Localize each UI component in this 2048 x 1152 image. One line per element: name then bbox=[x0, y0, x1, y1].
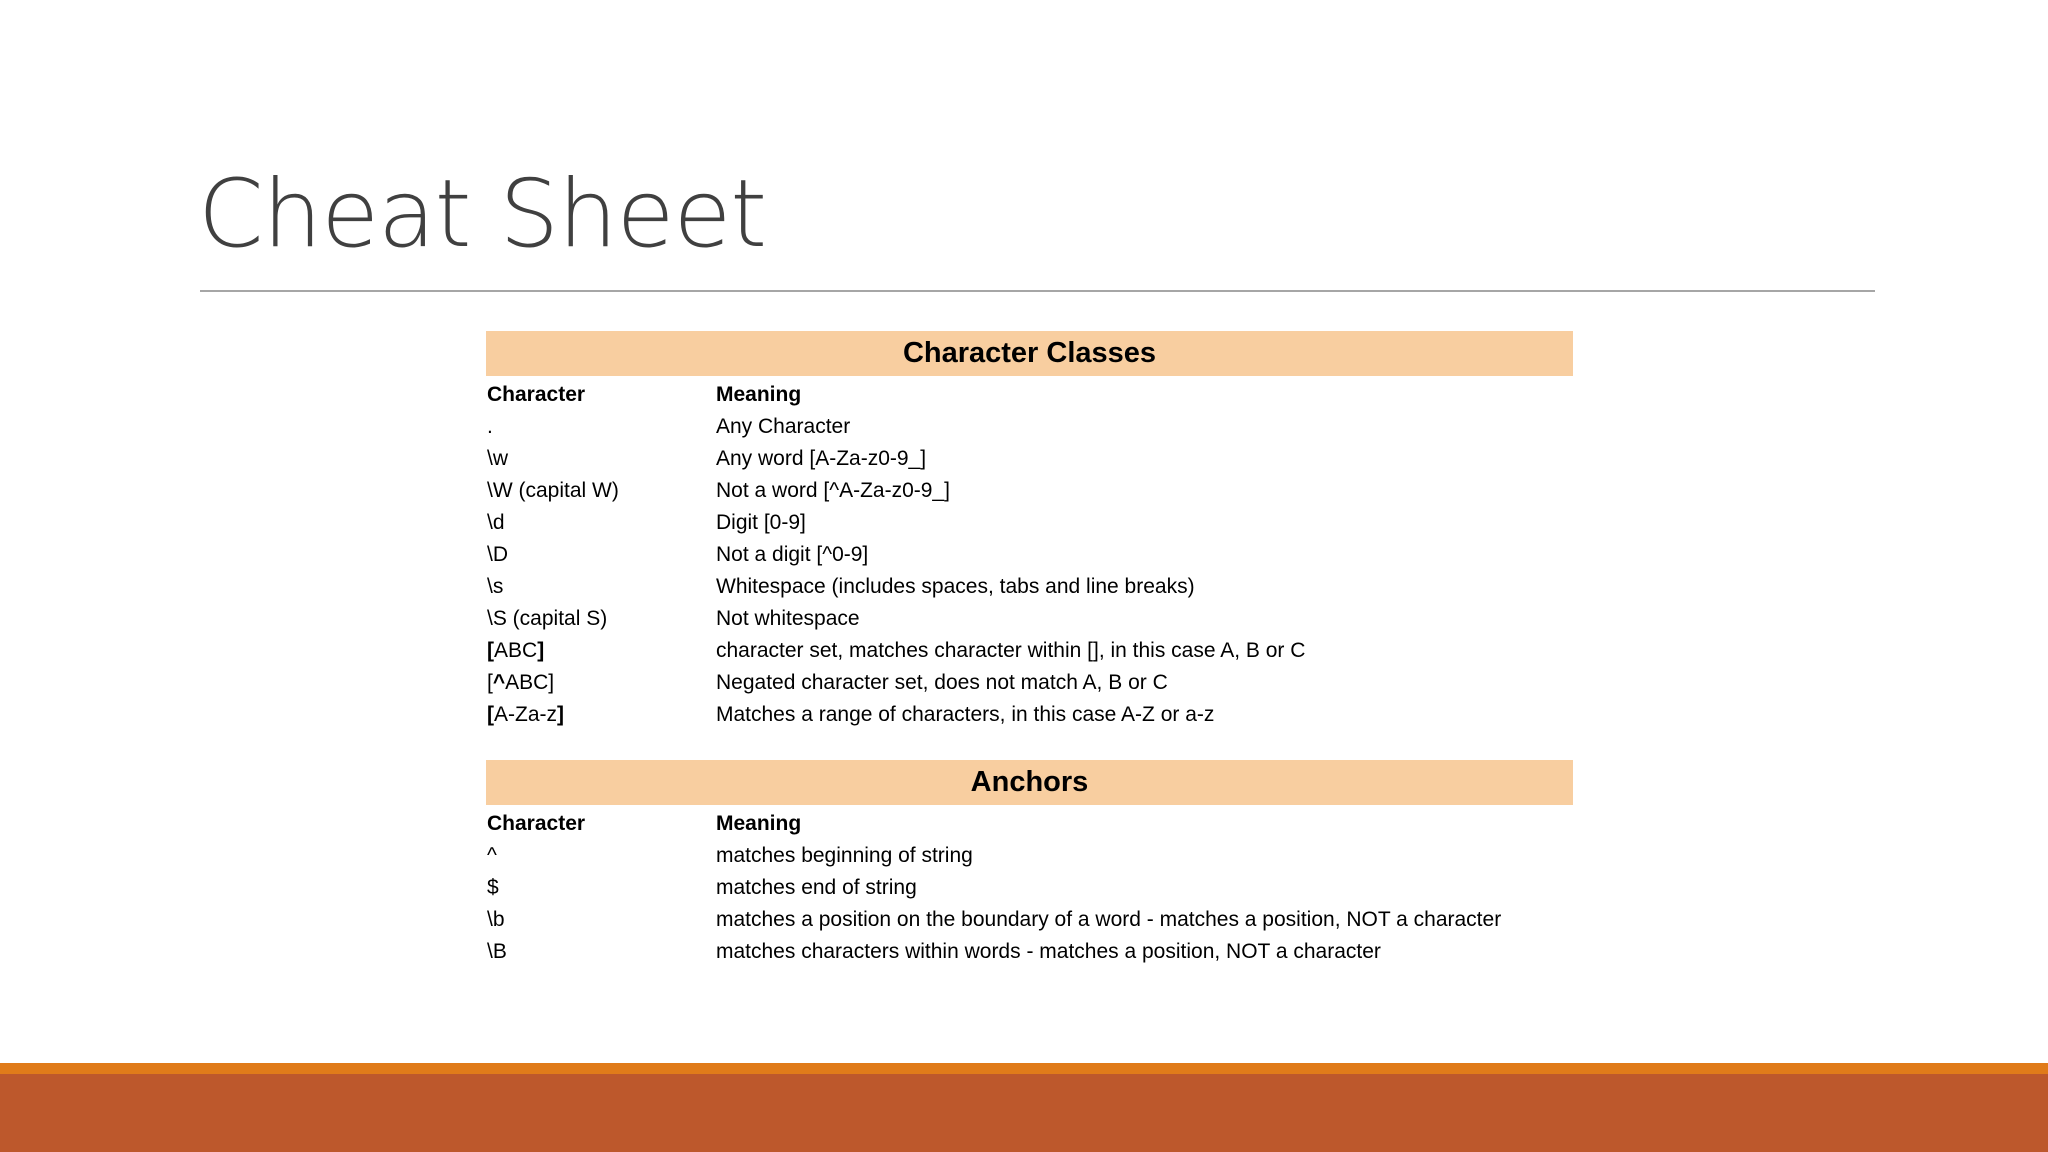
character-cell: . bbox=[487, 415, 493, 438]
table-row bbox=[486, 539, 1573, 571]
character-cell: \B bbox=[487, 940, 507, 963]
meaning-cell: matches end of string bbox=[716, 876, 917, 899]
character-cell: ^ bbox=[487, 844, 497, 867]
table-row bbox=[486, 635, 1573, 667]
table-row bbox=[486, 872, 1573, 904]
table-row bbox=[486, 443, 1573, 475]
table-row bbox=[486, 603, 1573, 635]
page-title: Cheat Sheet bbox=[198, 160, 767, 269]
meaning-cell: matches beginning of string bbox=[716, 844, 973, 867]
bracket-open: [ bbox=[487, 703, 494, 726]
column-header-character: Character bbox=[487, 383, 586, 406]
table-row bbox=[486, 840, 1573, 872]
anchors-section bbox=[486, 760, 1573, 968]
bracket-close: ] bbox=[537, 639, 545, 662]
table-row bbox=[486, 571, 1573, 603]
meaning-cell: Not a word [^A-Za-z0-9_] bbox=[716, 479, 950, 502]
meaning-cell: Any word [A-Za-z0-9_] bbox=[716, 447, 927, 470]
anchors-heading: Anchors bbox=[486, 760, 1573, 805]
footer-accent-stripe bbox=[0, 1063, 2048, 1074]
table-row bbox=[486, 699, 1573, 731]
column-header-meaning: Meaning bbox=[716, 812, 802, 835]
character-body: ABC] bbox=[505, 671, 555, 694]
table-row bbox=[486, 507, 1573, 539]
table-row bbox=[486, 936, 1573, 968]
meaning-cell: Digit [0-9] bbox=[716, 511, 806, 534]
meaning-cell: Not whitespace bbox=[716, 607, 860, 630]
character-cell: \W (capital W) bbox=[487, 479, 619, 502]
character-body: A-Za-z bbox=[494, 703, 557, 726]
character-cell: \s bbox=[487, 575, 504, 598]
table-header-row bbox=[486, 808, 1573, 840]
meaning-cell: Whitespace (includes spaces, tabs and line breaks) bbox=[716, 575, 1195, 598]
caret: ^ bbox=[492, 671, 506, 694]
meaning-cell: matches characters within words - matches a position, NOT a character bbox=[716, 940, 1381, 963]
character-cell bbox=[486, 699, 716, 731]
character-classes-heading: Character Classes bbox=[486, 331, 1573, 376]
character-cell: \d bbox=[487, 511, 505, 534]
footer-band bbox=[0, 1074, 2048, 1152]
meaning-cell: Not a digit [^0-9] bbox=[716, 543, 869, 566]
title-divider bbox=[200, 290, 1875, 292]
bracket-open: [ bbox=[487, 671, 493, 694]
character-cell bbox=[486, 635, 716, 667]
table-row bbox=[486, 475, 1573, 507]
character-cell: \D bbox=[487, 543, 508, 566]
column-header-meaning: Meaning bbox=[716, 383, 802, 406]
table-header-row bbox=[486, 379, 1573, 411]
meaning-cell: Matches a range of characters, in this case A-Z or a-z bbox=[716, 703, 1215, 726]
bracket-close: ] bbox=[557, 703, 564, 726]
table-row bbox=[486, 904, 1573, 936]
character-cell: \w bbox=[487, 447, 508, 470]
meaning-cell: Negated character set, does not match A, B or C bbox=[716, 671, 1168, 694]
meaning-cell: matches a position on the boundary of a word - matches a position, NOT a character bbox=[716, 908, 1502, 931]
table-row bbox=[486, 667, 1573, 699]
bracket-open: [ bbox=[487, 639, 494, 662]
character-classes-section bbox=[486, 331, 1573, 731]
meaning-cell: Any Character bbox=[716, 415, 851, 438]
character-body: ABC bbox=[494, 639, 538, 662]
column-header-character: Character bbox=[487, 812, 586, 835]
character-cell bbox=[486, 667, 716, 699]
table-row bbox=[486, 411, 1573, 443]
character-cell: \b bbox=[487, 908, 505, 931]
character-cell: $ bbox=[487, 876, 499, 899]
meaning-cell: character set, matches character within [], in this case A, B or C bbox=[716, 639, 1306, 662]
character-cell: \S (capital S) bbox=[487, 607, 608, 630]
